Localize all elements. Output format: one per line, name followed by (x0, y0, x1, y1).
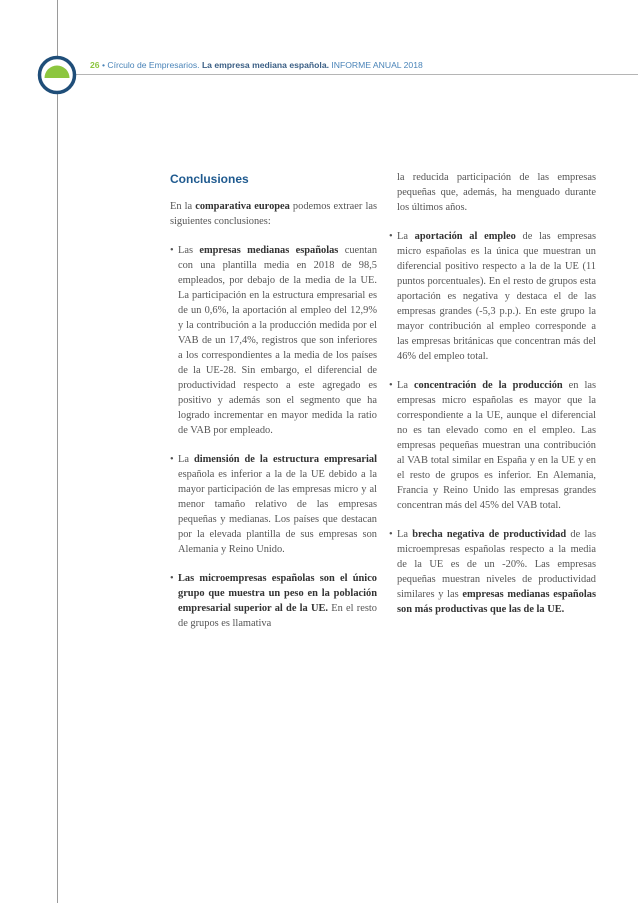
intro-paragraph: En la comparativa europea podemos extraer las siguientes conclusiones: (170, 201, 377, 227)
margin-rule-top (57, 0, 58, 56)
bullet-productividad: • La brecha negativa de productividad de las microempresas españolas respecto a la media de la UE es de un -20%. Las empresas pequeñas muestran niveles de productividad similares y las empresas medianas españolas son más productivas que las de la UE. (389, 527, 596, 617)
bullet-dimension: • La dimensión de la estructura empresarial española es inferior a la de la UE debido a la mayor participación de las empresas micro y al menor tamaño relativo de las empresas pequeñas y medianas. Los países que destacan por la elevada plantilla de sus empresas son Alemania y Reino Unido. (170, 452, 377, 557)
bullet-medianas: • Las empresas medianas españolas cuentan con una plantilla media en 2018 de 98,5 empleados, por debajo de la media de la UE. La participación en la estructura empresarial es de un 0,6%, la aportación al empleo del 12,9% y la contribución a la producción medida por el VAB de un 17,4%, registros que son inferiores a los correspondientes a la media de los países de la UE-28. Sin embargo, el diferencial de productividad respecto a este agregado es positivo y además son el segmento que ha logrado incrementar en mayor medida la ratio de VAB por empleado. (170, 243, 377, 438)
header-separator: • (99, 60, 108, 70)
section-title: Conclusiones (170, 172, 249, 186)
page-number: 26 (90, 60, 100, 70)
bullet-microempresas-continued: la reducida participación de las empresas pequeñas que, además, ha menguado durante los últimos años. (397, 172, 596, 213)
bullet-produccion: • La concentración de la producción en las empresas micro españolas es mayor que la correspondiente a la UE, aunque el diferencial no es tan elevado como en el empleo. Las empresas pequeñas muestran una contribución al VAB total similar en España y en la UE y en el resto de grupos es inferior. En Alemania, Francia y Reino Unido las empresas grandes concentran más del 45% del VAB total. (389, 378, 596, 513)
bullet-microempresas: • Las microempresas españolas son el único grupo que muestra un peso en la población empresarial superior al de la UE. En el resto de grupos es llamativa (170, 571, 377, 631)
text-column-left (170, 170, 377, 645)
header-rule (76, 74, 638, 75)
margin-rule-bottom (57, 94, 58, 903)
bullet-empleo: • La aportación al empleo de las empresas micro españolas es la única que muestran un diferencial positivo respecto a la de la UE (11 puntos porcentuales). En el resto de grupos esta aportación es negativa y destaca el de las empresas grandes (-5,3 p.p.). En este grupo la mayor contribución al empleo corresponde a las empresas británicas que concentran más del 46% del empleo total. (389, 229, 596, 364)
text-column-right (389, 170, 596, 631)
running-header (90, 60, 423, 70)
header-report-title: La empresa mediana española. (201, 60, 329, 70)
header-report-subtitle: INFORME ANUAL 2018 (331, 60, 423, 70)
header-publisher: Círculo de Empresarios. (107, 60, 200, 70)
brand-logo-icon (37, 55, 77, 95)
